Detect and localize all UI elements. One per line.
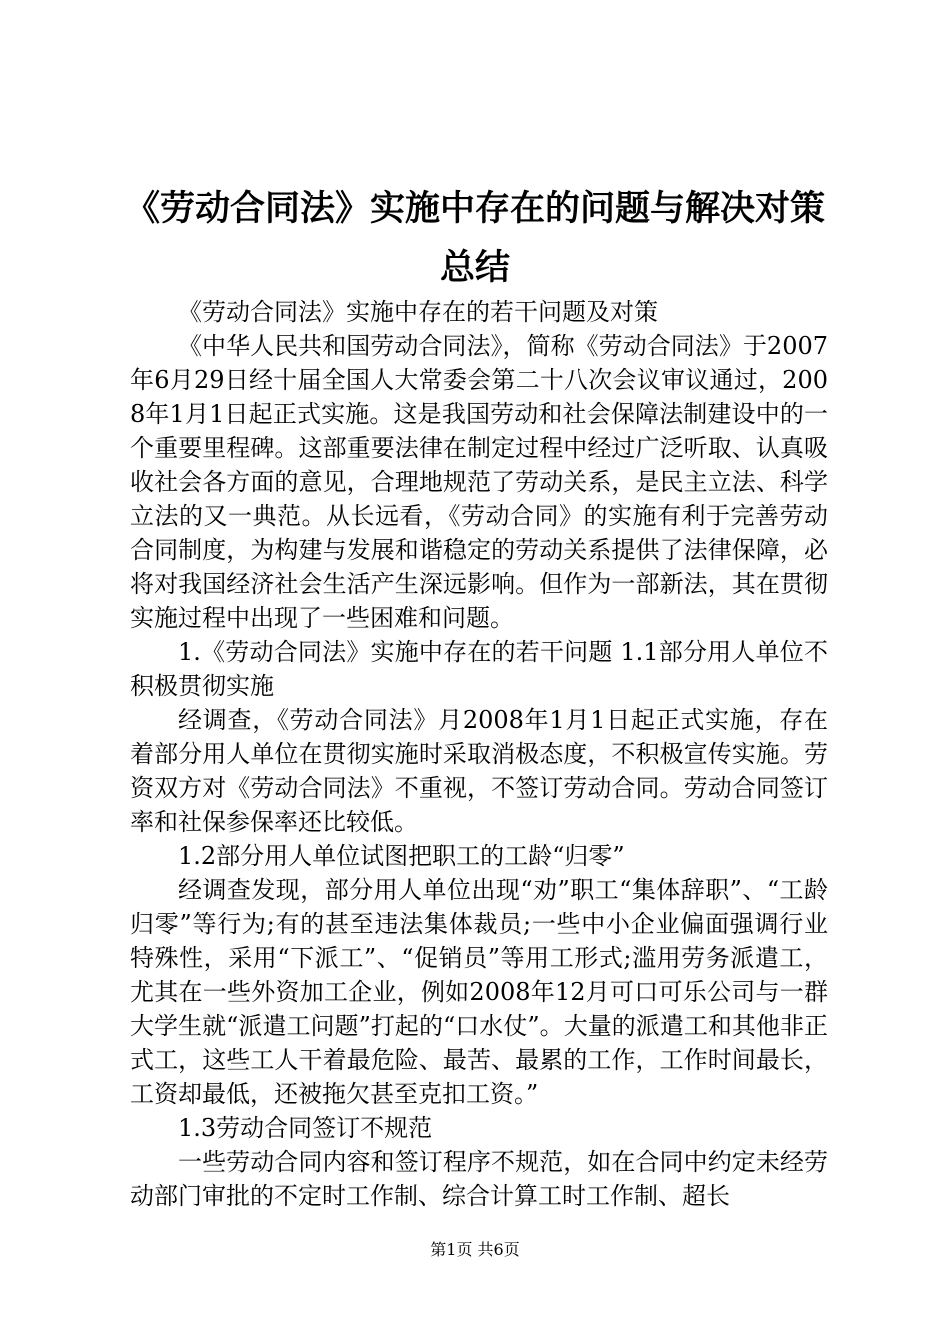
paragraph-1-1: 经调查，《劳动合同法》月2008年1月1日起正式实施，存在着部分用人单位在贯彻实施时采取消极态度，不积极宣传实施。劳资双方对《劳动合同法》不重视，不签订劳动合同。劳动合同签订率和社保参保率还比较低。 <box>130 706 828 836</box>
section-heading-1-1: 1.《劳动合同法》实施中存在的若干问题 1.1部分用人单位不积极贯彻实施 <box>130 638 828 700</box>
paragraph-1-3: 一些劳动合同内容和签订程序不规范，如在合同中约定未经劳动部门审批的不定时工作制、综合计算工时工作制、超长 <box>130 1148 828 1210</box>
paragraph-subtitle: 《劳动合同法》实施中存在的若干问题及对策 <box>178 298 658 326</box>
page-number-footer: 第1页 共6页 <box>430 1240 520 1259</box>
section-heading-1-2: 1.2部分用人单位试图把职工的工龄“归零” <box>178 842 625 870</box>
document-body <box>130 295 828 1213</box>
paragraph-intro: 《中华人民共和国劳动合同法》，简称《劳动合同法》于2007年6月29日经十届全国人大常委会第二十八次会议审议通过，2008年1月1日起正式实施。这是我国劳动和社会保障法制建设中的一个重要里程碑。这部重要法律在制定过程中经过广泛听取、认真吸收社会各方面的意见，合理地规范了劳动关系，是民主立法、科学立法的又一典范。从长远看，《劳动合同》的实施有利于完善劳动合同制度，为构建与发展和谐稳定的劳动关系提供了法律保障，必将对我国经济社会生活产生深远影响。但作为一部新法，其在贯彻实施过程中出现了一些困难和问题。 <box>130 332 828 632</box>
paragraph-1-2: 经调查发现，部分用人单位出现“劝”职工“集体辞职”、“工龄归零”等行为;有的甚至违法集体裁员;一些中小企业偏面强调行业特殊性，采用“下派工”、“促销员”等用工形式;滥用劳务派遣工，尤其在一些外资加工企业，例如2008年12月可口可乐公司与一群大学生就“派遣工问题”打起的“口水仗”。大量的派遣工和其他非正式工，这些工人干着最危险、最苦、最累的工作，工作时间最长，工资却最低，还被拖欠甚至克扣工资。” <box>130 876 828 1108</box>
document-title-line-1: 《劳动合同法》实施中存在的问题与解决对策 <box>124 188 825 229</box>
section-heading-1-3: 1.3劳动合同签订不规范 <box>178 1114 433 1142</box>
document-title-line-2: 总结 <box>439 247 510 288</box>
